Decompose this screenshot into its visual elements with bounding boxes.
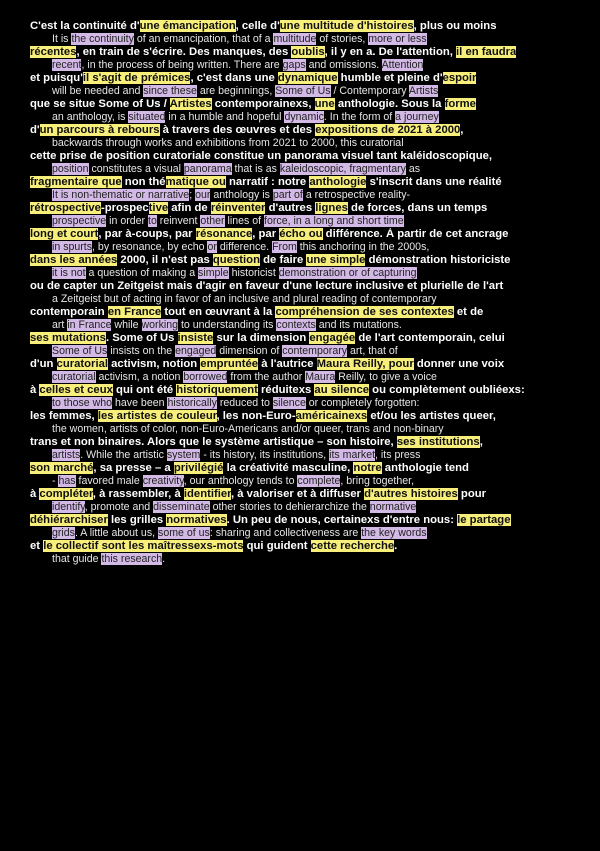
highlighted-phrase: From — [272, 241, 297, 253]
highlighted-phrase: its market — [329, 449, 376, 461]
highlighted-phrase: simple — [198, 267, 229, 279]
french-line — [30, 124, 590, 137]
english-line — [30, 501, 590, 514]
text-segment: , les non-Euro- — [216, 410, 296, 422]
highlighted-phrase: cette recherche — [310, 540, 395, 552]
text-segment: of an emancipation, that of a — [133, 33, 274, 45]
text-segment: lines of — [224, 215, 265, 227]
text-segment: contemporainexs, — [211, 98, 315, 110]
text-segment: : sharing and collectiveness are — [209, 527, 362, 539]
highlighted-phrase: rétrospective — [30, 202, 101, 214]
text-segment: , c'est dans une — [190, 72, 278, 84]
text-segment: a Zeitgeist but of acting in favor of an inclusive and plural reading of contemporary — [52, 293, 437, 305]
text-segment: a question of making a — [85, 267, 199, 279]
text-segment: backwards through works and exhibitions from 2021 to 2000, this curatorial — [52, 137, 404, 149]
text-segment: de faire — [259, 254, 307, 266]
text-segment: , plus ou moins — [413, 20, 497, 32]
english-line — [30, 267, 590, 280]
highlighted-phrase: kaleidoscopic, fragmentary — [279, 163, 406, 175]
text-segment: It is — [52, 33, 72, 45]
highlighted-phrase: compléter — [39, 488, 93, 500]
highlighted-phrase: ses mutations — [30, 332, 106, 344]
english-line — [30, 371, 590, 384]
highlighted-phrase: oublis — [291, 46, 325, 58]
highlighted-phrase: disseminate — [153, 501, 210, 513]
text-segment: à l'autrice — [258, 358, 317, 370]
text-segment: , sa presse – a — [93, 462, 174, 474]
text-segment: pour — [457, 488, 487, 500]
french-line — [30, 46, 590, 59]
highlighted-phrase: dans les années — [30, 254, 118, 266]
text-segment: , à valoriser et à diffuser — [230, 488, 365, 500]
text-segment: , à rassembler, à — [92, 488, 184, 500]
highlighted-phrase: matique ou — [165, 176, 226, 188]
text-segment: 2000, il n'est pas — [117, 254, 213, 266]
french-line — [30, 280, 590, 293]
french-line — [30, 306, 590, 319]
highlighted-phrase: le collectif sont les maîtressexs-mots — [43, 540, 244, 552]
highlighted-phrase: curatorial — [52, 371, 96, 383]
text-segment: d'autres — [265, 202, 316, 214]
highlighted-phrase: une simple — [306, 254, 366, 266]
highlighted-phrase: identifier — [183, 488, 231, 500]
text-segment: non thé — [121, 176, 166, 188]
french-line — [30, 358, 590, 371]
text-segment: , in the process of being written. There are — [81, 59, 283, 71]
english-line — [30, 527, 590, 540]
text-segment: . — [394, 540, 398, 552]
highlighted-phrase: forme — [444, 98, 476, 110]
highlighted-phrase: Artistes — [169, 98, 212, 110]
highlighted-phrase: déhiérarchiser — [30, 514, 108, 526]
text-segment: , its press — [375, 449, 421, 461]
english-line — [30, 189, 590, 202]
text-segment: , — [460, 124, 464, 136]
highlighted-phrase: situated — [128, 111, 166, 123]
text-segment: , en train de s'écrire. Des manques, des — [76, 46, 292, 58]
highlighted-phrase: panorama — [183, 163, 232, 175]
text-segment: other stories to dehierarchize the — [209, 501, 370, 513]
text-segment: as — [405, 163, 421, 175]
text-segment: les grilles — [107, 514, 167, 526]
text-segment: activism, a notion — [95, 371, 184, 383]
text-segment: -prospec — [100, 202, 149, 214]
text-segment: et de — [453, 306, 484, 318]
text-segment: - its history, its institutions, — [200, 449, 330, 461]
highlighted-phrase: contexts — [276, 319, 316, 331]
highlighted-phrase: identify — [52, 501, 85, 513]
highlighted-phrase: Some of Us — [52, 345, 108, 357]
highlighted-phrase: au silence — [314, 384, 370, 396]
text-segment: . While the artistic — [80, 449, 167, 461]
highlighted-phrase: le partage — [457, 514, 511, 526]
highlighted-phrase: has — [58, 475, 76, 487]
text-segment: d'un — [30, 358, 57, 370]
text-segment: à travers des œuvres et des — [159, 124, 316, 136]
highlighted-phrase: anthologie — [309, 176, 367, 188]
text-segment: and omissions. — [305, 59, 382, 71]
highlighted-phrase: in spurts — [52, 241, 93, 253]
highlighted-phrase: position — [52, 163, 89, 175]
text-segment: that guide — [52, 553, 102, 565]
french-line — [30, 20, 590, 33]
text-segment: dimension of — [216, 345, 283, 357]
highlighted-phrase: this research — [101, 553, 163, 565]
highlighted-phrase: or — [207, 241, 217, 253]
text-segment: à — [30, 384, 40, 396]
highlighted-phrase: system — [166, 449, 201, 461]
text-segment: différence. À partir de cet ancrage — [322, 228, 509, 240]
highlighted-phrase: insiste — [177, 332, 214, 344]
text-segment: la créativité masculine, — [223, 462, 354, 474]
text-segment: in a humble and hopeful — [165, 111, 285, 123]
text-segment: . Some of Us — [105, 332, 178, 344]
highlighted-phrase: Maura Reilly, pour — [316, 358, 414, 370]
english-line — [30, 33, 590, 46]
highlighted-phrase: ses institutions — [396, 436, 480, 448]
highlighted-phrase: long et court — [30, 228, 99, 240]
text-segment: a retrospective reality- — [302, 189, 411, 201]
french-line — [30, 436, 590, 449]
text-segment: / Contemporary — [330, 85, 409, 97]
text-segment: C'est la continuité d' — [30, 20, 140, 32]
text-segment: , par à-coups, par — [98, 228, 196, 240]
highlighted-phrase: il en faudra — [456, 46, 517, 58]
highlighted-phrase: il s'agit de prémices — [82, 72, 191, 84]
highlighted-phrase: contemporary — [282, 345, 348, 357]
french-line — [30, 228, 590, 241]
text-segment: this anchoring in the 2000s, — [296, 241, 430, 253]
highlighted-phrase: engaged — [175, 345, 217, 357]
english-line — [30, 241, 590, 254]
text-segment: donner une voix — [413, 358, 505, 370]
french-line — [30, 254, 590, 267]
english-line — [30, 137, 590, 150]
text-segment: et/ou les artistes queer, — [367, 410, 496, 422]
highlighted-phrase: récentes — [30, 46, 77, 58]
highlighted-phrase: compréhension de ses contextes — [275, 306, 454, 318]
highlighted-phrase: une — [314, 98, 335, 110]
highlighted-phrase: normatives — [166, 514, 227, 526]
highlighted-phrase: une multitude d'histoires — [279, 20, 414, 32]
text-segment: and its mutations. — [315, 319, 402, 331]
french-line — [30, 462, 590, 475]
text-segment: humble et pleine d' — [337, 72, 443, 84]
highlighted-phrase: son marché — [30, 462, 94, 474]
text-segment: réduitexs — [257, 384, 315, 396]
french-line — [30, 514, 590, 527]
text-segment: have been — [112, 397, 168, 409]
bilingual-text-block — [30, 20, 590, 566]
highlighted-phrase: Attention — [381, 59, 424, 71]
english-line — [30, 345, 590, 358]
text-segment: of stories, — [316, 33, 369, 45]
english-line — [30, 85, 590, 98]
highlighted-phrase: the continuity — [71, 33, 134, 45]
highlighted-phrase: force, in a long and short time — [264, 215, 404, 227]
highlighted-phrase: privilégié — [173, 462, 224, 474]
english-line — [30, 397, 590, 410]
english-line — [30, 111, 590, 124]
highlighted-phrase: question — [212, 254, 260, 266]
text-segment: de l'art contemporain, celui — [355, 332, 505, 344]
text-segment: while — [111, 319, 142, 331]
highlighted-phrase: more or less — [368, 33, 427, 45]
text-segment: . — [162, 553, 166, 565]
french-line — [30, 410, 590, 423]
text-segment: , by resonance, by echo — [92, 241, 208, 253]
text-segment: démonstration historiciste — [365, 254, 511, 266]
highlighted-phrase: fragmentaire que — [30, 176, 122, 188]
text-segment: to understanding its — [178, 319, 277, 331]
text-segment: will be needed and — [52, 85, 144, 97]
text-segment: tout en œuvrant à la — [161, 306, 276, 318]
text-segment: are beginnings, — [196, 85, 276, 97]
text-segment: , celle d' — [235, 20, 280, 32]
highlighted-phrase: working — [141, 319, 179, 331]
text-segment: de forces, dans un temps — [347, 202, 488, 214]
text-segment: that is as — [231, 163, 280, 175]
text-segment: - — [52, 475, 59, 487]
english-line — [30, 553, 590, 566]
highlighted-phrase: It is non- — [52, 189, 93, 201]
text-segment: , our anthology tends to — [183, 475, 298, 487]
highlighted-phrase: in France — [67, 319, 112, 331]
text-segment: afin de — [168, 202, 211, 214]
highlighted-phrase: d'autres histoires — [364, 488, 458, 500]
highlighted-phrase: une émancipation — [139, 20, 236, 32]
highlighted-phrase: since these — [143, 85, 197, 97]
highlighted-phrase: prospective — [52, 215, 107, 227]
text-segment: d' — [30, 124, 40, 136]
highlighted-phrase: the key words — [361, 527, 427, 539]
highlighted-phrase: multitude — [273, 33, 317, 45]
highlighted-phrase: historiquement — [176, 384, 258, 396]
highlighted-phrase: les artistes de couleur — [97, 410, 217, 422]
highlighted-phrase: en France — [107, 306, 162, 318]
text-segment: sur la dimension — [213, 332, 310, 344]
highlighted-phrase: other — [200, 215, 225, 227]
french-line — [30, 98, 590, 111]
text-segment: narratif : notre — [225, 176, 310, 188]
text-segment: ; — [189, 189, 196, 201]
french-line — [30, 176, 590, 189]
highlighted-phrase: demonstration or of capturing — [278, 267, 417, 279]
english-line — [30, 423, 590, 436]
text-segment: in order — [106, 215, 148, 227]
highlighted-phrase: dynamic — [284, 111, 324, 123]
highlighted-phrase: some of us — [158, 527, 210, 539]
highlighted-phrase: espoir — [442, 72, 477, 84]
text-segment: anthology is — [210, 189, 273, 201]
text-segment: reinvent — [156, 215, 201, 227]
text-segment: , par — [252, 228, 280, 240]
text-segment: ou de capter un Zeitgeist mais d'agir en faveur d'une lecture inclusive et plurielle de l'art — [30, 280, 504, 292]
highlighted-phrase: borrowed — [183, 371, 228, 383]
highlighted-phrase: un parcours à rebours — [39, 124, 160, 136]
text-segment: à — [30, 488, 40, 500]
text-segment: . Un peu de nous, certainexs d'entre nous: — [226, 514, 458, 526]
highlighted-phrase: part of — [272, 189, 303, 201]
highlighted-phrase: Some of Us — [275, 85, 331, 97]
text-segment: . A little about us, — [74, 527, 159, 539]
text-segment: constitutes a visual — [88, 163, 184, 175]
french-line — [30, 540, 590, 553]
highlighted-phrase: gaps — [282, 59, 306, 71]
text-segment: qui ont été — [112, 384, 177, 396]
french-line — [30, 488, 590, 501]
highlighted-phrase: Maura — [305, 371, 336, 383]
text-segment: que se situe Some of Us / — [30, 98, 170, 110]
text-segment: les femmes, — [30, 410, 98, 422]
french-line — [30, 202, 590, 215]
text-segment: art, that of — [347, 345, 398, 357]
text-segment: activism, notion — [108, 358, 201, 370]
highlighted-phrase: creativity — [142, 475, 184, 487]
highlighted-phrase: normative — [369, 501, 417, 513]
highlighted-phrase: engagée — [309, 332, 356, 344]
highlighted-phrase: it is not — [52, 267, 86, 279]
highlighted-phrase: lignes — [315, 202, 348, 214]
text-segment: , promote and — [84, 501, 154, 513]
highlighted-phrase: thematic or narrative — [92, 189, 190, 201]
highlighted-phrase: artists — [52, 449, 81, 461]
highlighted-phrase: écho ou — [279, 228, 323, 240]
highlighted-phrase: silence — [272, 397, 306, 409]
highlighted-phrase: notre — [353, 462, 382, 474]
english-line — [30, 319, 590, 332]
text-segment: art — [52, 319, 68, 331]
text-segment: et — [30, 540, 44, 552]
text-segment: qui guident — [243, 540, 311, 552]
text-segment: s'inscrit dans une réalité — [366, 176, 502, 188]
highlighted-phrase: historically — [167, 397, 217, 409]
highlighted-phrase: curatorial — [56, 358, 109, 370]
english-line — [30, 163, 590, 176]
text-segment: the women, artists of color, non-Euro-Americans and/or queer, trans and non-binary — [52, 423, 444, 435]
text-segment: . In the form of — [323, 111, 396, 123]
text-segment: difference. — [216, 241, 273, 253]
highlighted-phrase: celles et ceux — [39, 384, 113, 396]
text-segment: reduced to — [216, 397, 273, 409]
english-line — [30, 293, 590, 306]
french-line — [30, 150, 590, 163]
text-segment: insists on the — [107, 345, 176, 357]
french-line — [30, 384, 590, 397]
highlighted-phrase: to — [148, 215, 157, 227]
highlighted-phrase: Artists — [408, 85, 439, 97]
text-segment: contemporain — [30, 306, 108, 318]
text-segment: et puisqu' — [30, 72, 83, 84]
highlighted-phrase: résonance — [195, 228, 253, 240]
highlighted-phrase: tive — [148, 202, 169, 214]
text-segment: trans et non binaires. Alors que le système artistique – son histoire, — [30, 436, 397, 448]
text-segment: an anthology, is — [52, 111, 129, 123]
highlighted-phrase: our — [195, 189, 211, 201]
text-segment: cette prise de position curatoriale constitue un panorama visuel tant kaléidoscopique, — [30, 150, 493, 162]
english-line — [30, 59, 590, 72]
highlighted-phrase: réinventer — [210, 202, 266, 214]
highlighted-phrase: dynamique — [277, 72, 338, 84]
highlighted-phrase: complete — [297, 475, 341, 487]
text-segment: , bring together, — [340, 475, 415, 487]
text-segment: historicist — [228, 267, 279, 279]
highlighted-phrase: américainexs — [295, 410, 368, 422]
highlighted-phrase: grids — [52, 527, 75, 539]
english-line — [30, 475, 590, 488]
highlighted-phrase: to those who — [52, 397, 113, 409]
text-segment: anthologie tend — [381, 462, 469, 474]
highlighted-phrase: expositions de 2021 à 2000 — [315, 124, 461, 136]
text-segment: , il y en a. De l'attention, — [324, 46, 457, 58]
english-line — [30, 215, 590, 228]
text-segment: from the author — [227, 371, 306, 383]
french-line — [30, 72, 590, 85]
text-segment: anthologie. Sous la — [334, 98, 445, 110]
text-segment: or completely forgotten: — [305, 397, 420, 409]
text-segment: favored male — [75, 475, 143, 487]
highlighted-phrase: a journey — [395, 111, 439, 123]
french-line — [30, 332, 590, 345]
text-segment: ou complètement oubliéexs: — [369, 384, 525, 396]
text-segment: , — [479, 436, 483, 448]
highlighted-phrase: empruntée — [200, 358, 259, 370]
text-segment: Reilly, to give a voice — [335, 371, 437, 383]
highlighted-phrase: recent — [52, 59, 82, 71]
english-line — [30, 449, 590, 462]
